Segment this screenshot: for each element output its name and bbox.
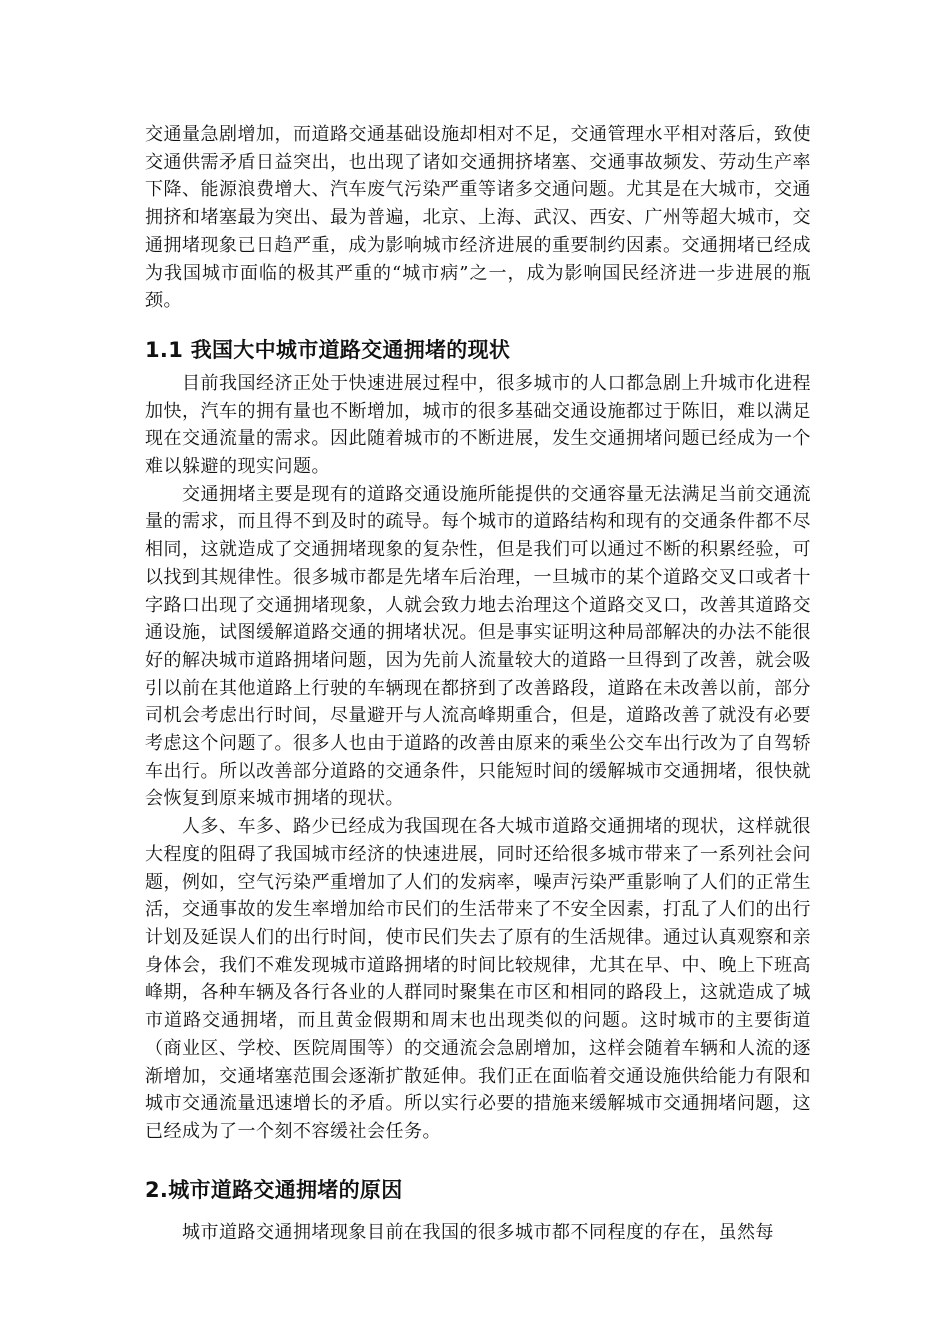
section-1-1-paragraph-1: 目前我国经济正处于快速进展过程中，很多城市的人口都急剧上升城市化进程加快，汽车的拥有量也不断增加，城市的很多基础交通设施都过于陈旧，难以满足现在交通流量的需求。因此随着城市的不断进展，发生交通拥堵问题已经成为一个难以躲避的现实问题。 bbox=[145, 372, 811, 478]
section-heading-1-1: 1.1 我国大中城市道路交通拥堵的现状 bbox=[145, 337, 511, 362]
section-2-paragraph-1: 城市道路交通拥堵现象目前在我国的很多城市都不同程度的存在，虽然每 bbox=[182, 1221, 774, 1243]
intro-paragraph: 交通量急剧增加，而道路交通基础设施却相对不足，交通管理水平相对落后，致使交通供需矛盾日益突出，也出现了诸如交通拥挤堵塞、交通事故频发、劳动生产率下降、能源浪费增大、汽车废气污染严重等诸多交通问题。尤其是在大城市，交通拥挤和堵塞最为突出、最为普遍，北京、上海、武汉、西安、广州等超大城市，交通拥堵现象已日趋严重，成为影响城市经济进展的重要制约因素。交通拥堵已经成为我国城市面临的极其严重的“城市病”之一，成为影响国民经济进一步进展的瓶颈。 bbox=[145, 124, 811, 312]
section-1-1-paragraph-3: 人多、车多、路少已经成为我国现在各大城市道路交通拥堵的现状，这样就很大程度的阻碍了我国城市经济的快速进展，同时还给很多城市带来了一系列社会问题，例如，空气污染严重增加了人们的发病率，噪声污染严重影响了人们的正常生活，交通事故的发生率增加给市民们的生活带来了不安全因素，打乱了人们的出行计划及延误人们的出行时间，使市民们失去了原有的生活规律。通过认真观察和亲身体会，我们不难发现城市道路拥堵的时间比较规律，尤其在早、中、晚上下班高峰期，各种车辆及各行各业的人群同时聚集在市区和相同的路段上，这就造成了城市道路交通拥堵，而且黄金假期和周末也出现类似的问题。这时城市的主要街道（商业区、学校、医院周围等）的交通流会急剧增加，这样会随着车辆和人流的逐渐增加，交通堵塞范围会逐渐扩散延伸。我们正在面临着交通设施供给能力有限和城市交通流量迅速增长的矛盾。所以实行必要的措施来缓解城市交通拥堵问题，这已经成为了一个刻不容缓社会任务。 bbox=[145, 816, 811, 1142]
section-heading-2: 2.城市道路交通拥堵的原因 bbox=[145, 1177, 403, 1202]
section-1-1-paragraph-2: 交通拥堵主要是现有的道路交通设施所能提供的交通容量无法满足当前交通流量的需求，而且得不到及时的疏导。每个城市的道路结构和现有的交通条件都不尽相同，这就造成了交通拥堵现象的复杂性，但是我们可以通过不断的积累经验，可以找到其规律性。很多城市都是先堵车后治理，一旦城市的某个道路交叉口或者十字路口出现了交通拥堵现象，人就会致力地去治理这个道路交叉口，改善其道路交通设施，试图缓解道路交通的拥堵状况。但是事实证明这种局部解决的办法不能很好的解决城市道路拥堵问题，因为先前人流量较大的道路一旦得到了改善，就会吸引以前在其他道路上行驶的车辆现在都挤到了改善路段，道路在未改善以前，部分司机会考虑出行时间，尽量避开与人流高峰期重合，但是，道路改善了就没有必要考虑这个问题了。很多人也由于道路的改善由原来的乘坐公交车出行改为了自驾轿车出行。所以改善部分道路的交通条件，只能短时间的缓解城市交通拥堵，很快就会恢复到原来城市拥堵的现状。 bbox=[145, 483, 811, 810]
document-body bbox=[145, 121, 811, 1246]
